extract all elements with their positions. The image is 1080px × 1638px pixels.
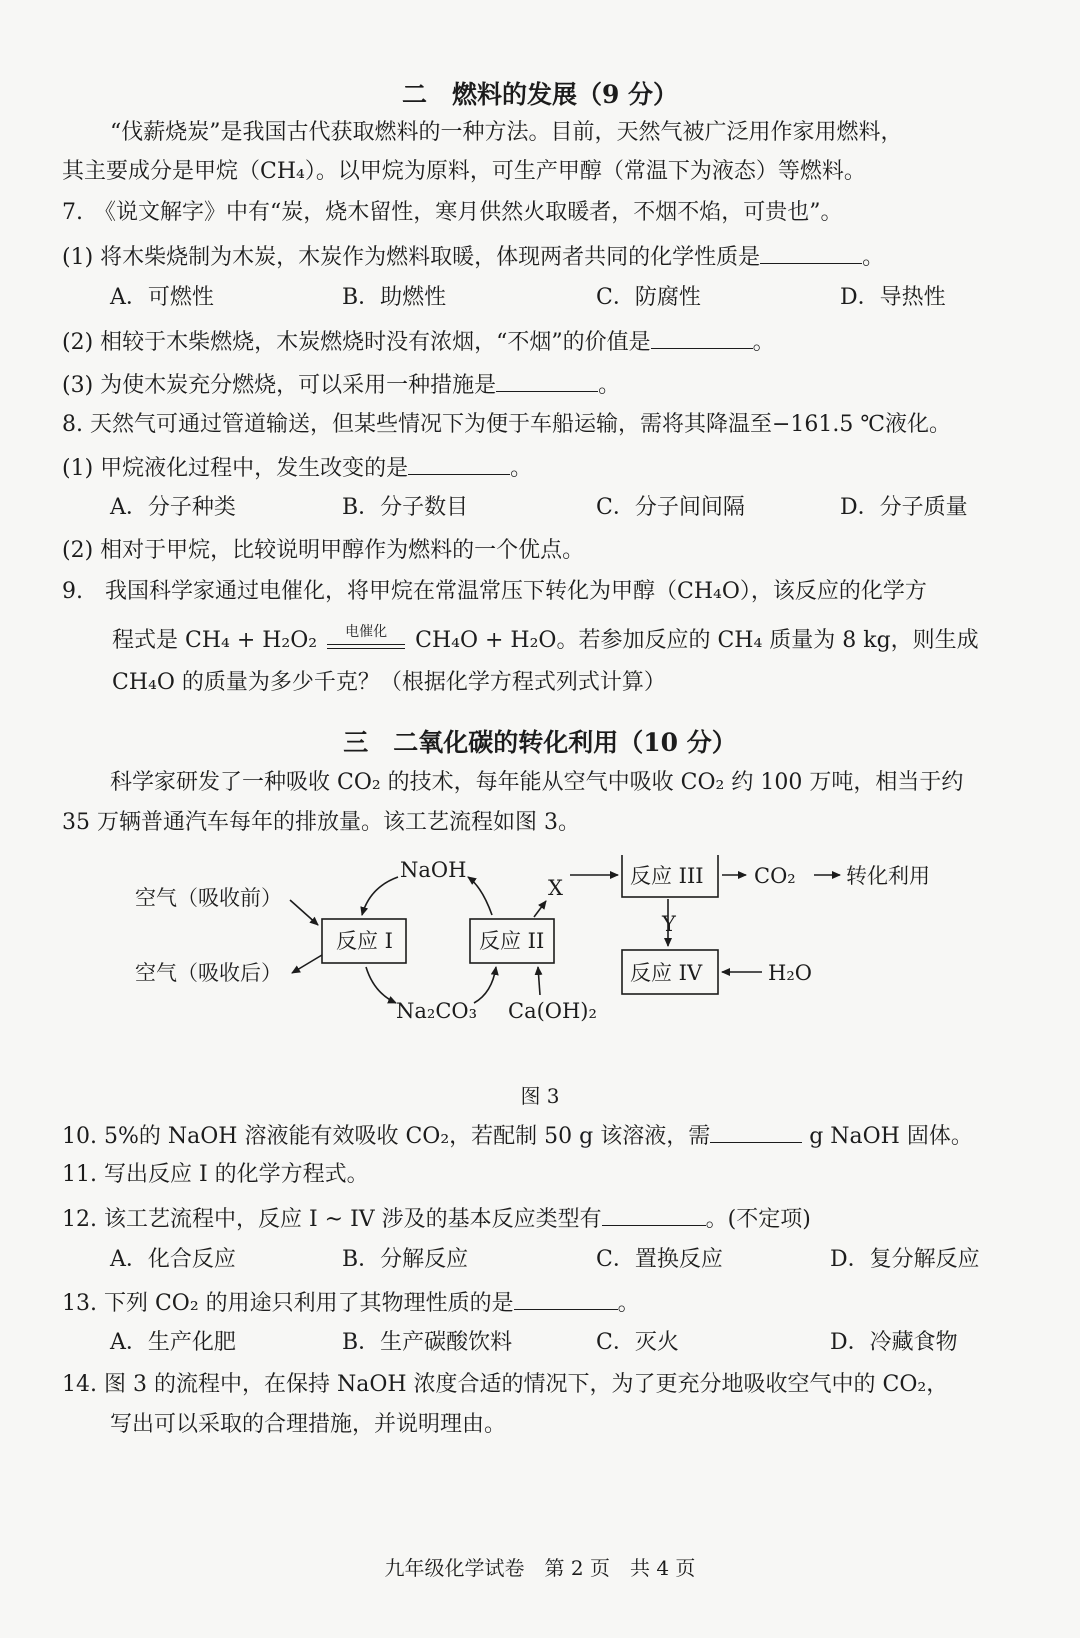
co2-label: CO₂ bbox=[754, 864, 796, 888]
q12-option-d[interactable]: D．复分解反应 bbox=[830, 1247, 980, 1272]
figure-caption: 图 3 bbox=[520, 1084, 560, 1108]
q13-option-a[interactable]: A．生产化肥 bbox=[110, 1330, 236, 1355]
q7-part-2-text: (2) 相较于木柴燃烧，木炭燃烧时没有浓烟，“不烟”的价值是 bbox=[62, 330, 651, 355]
q7-part-1-blank[interactable] bbox=[760, 241, 862, 264]
section-2-intro-line-2: 其主要成分是甲烷（CH₄）。以甲烷为原料，可生产甲醇（常温下为液态）等燃料。 bbox=[62, 159, 866, 184]
section-3-intro-line-1: 科学家研发了一种吸收 CO₂ 的技术，每年能从空气中吸收 CO₂ 约 100 万吨，相当于约 bbox=[110, 770, 964, 795]
air-after-label: 空气（吸收后） bbox=[135, 961, 282, 985]
section-2-intro-line-1: “伐薪烧炭”是我国古代获取燃料的一种方法。目前，天然气被广泛用作家用燃料， bbox=[110, 120, 903, 145]
na2co3-to-r2-arrow bbox=[474, 967, 496, 1003]
q14-line-1: 14. 图 3 的流程中，在保持 NaOH 浓度合适的情况下，为了更充分地吸收空气中的 CO₂， bbox=[62, 1372, 949, 1397]
q9-line-3: CH₄O 的质量为多少千克？（根据化学方程式列式计算） bbox=[112, 670, 666, 695]
q10-text-a: 10. 5%的 NaOH 溶液能有效吸收 CO₂，若配制 50 g 该溶液，需 bbox=[62, 1124, 711, 1149]
reaction-3-label: 反应 III bbox=[630, 864, 704, 888]
q8-part-1: (1) 甲烷液化过程中，发生改变的是 。 bbox=[62, 452, 1040, 484]
na2co3-label: Na₂CO₃ bbox=[396, 999, 478, 1023]
air-before-label: 空气（吸收前） bbox=[135, 886, 282, 910]
reaction-1-label: 反应 I bbox=[336, 929, 393, 953]
q8-option-d[interactable]: D．分子质量 bbox=[840, 495, 968, 520]
r2-to-naoh-arrow bbox=[468, 877, 492, 915]
q12-option-a[interactable]: A．化合反应 bbox=[110, 1247, 236, 1272]
q7-option-d[interactable]: D．导热性 bbox=[840, 285, 946, 310]
q9-reaction-arrow bbox=[323, 626, 409, 656]
q11: 11. 写出反应 I 的化学方程式。 bbox=[62, 1162, 369, 1187]
q13-option-c[interactable]: C．灭火 bbox=[596, 1330, 679, 1355]
caoh2-label: Ca(OH)₂ bbox=[508, 999, 597, 1023]
h2o-label: H₂O bbox=[768, 961, 812, 985]
use-label: 转化利用 bbox=[846, 864, 930, 888]
q9-line-1: 9. 我国科学家通过电催化，将甲烷在常温常压下转化为甲醇（CH₄O），该反应的化学方 bbox=[62, 579, 927, 604]
q13-blank[interactable] bbox=[514, 1287, 618, 1310]
q7-part-3-blank[interactable] bbox=[496, 369, 598, 392]
q8-option-a[interactable]: A．分子种类 bbox=[110, 495, 236, 520]
r1-to-na2co3-arrow bbox=[366, 967, 396, 1003]
q7-part-2-blank[interactable] bbox=[651, 326, 753, 349]
q8-option-c[interactable]: C．分子间间隔 bbox=[596, 495, 745, 520]
q7-option-b[interactable]: B．助燃性 bbox=[342, 285, 447, 310]
y-label: Y bbox=[662, 912, 676, 936]
section-3-title: 三 二氧化碳的转化利用（10 分） bbox=[343, 728, 737, 757]
q9-equation-line bbox=[112, 626, 979, 656]
naoh-label: NaOH bbox=[400, 858, 467, 882]
q7-part-3: (3) 为使木炭充分燃烧，可以采用一种措施是 。 bbox=[62, 369, 1040, 401]
q8-part-2: (2) 相对于甲烷，比较说明甲醇作为燃料的一个优点。 bbox=[62, 538, 585, 563]
page-footer: 九年级化学试卷 第 2 页 共 4 页 bbox=[384, 1556, 696, 1580]
q7-part-1-text: (1) 将木柴烧制为木炭，木炭作为燃料取暖，体现两者共同的化学性质是 bbox=[62, 245, 761, 270]
q13-option-b[interactable]: B．生产碳酸饮料 bbox=[342, 1330, 513, 1355]
q9-equation-left: 程式是 CH₄ + H₂O₂ bbox=[112, 628, 318, 653]
q12-text-a: 12. 该工艺流程中，反应 I ~ IV 涉及的基本反应类型有 bbox=[62, 1207, 602, 1232]
q7-part-2: (2) 相较于木柴燃烧，木炭燃烧时没有浓烟，“不烟”的价值是 。 bbox=[62, 326, 1040, 358]
q10-text-b: g NaOH 固体。 bbox=[809, 1124, 973, 1149]
q9-reaction-condition: 电催化 bbox=[345, 624, 388, 640]
section-3-intro-line-2: 35 万辆普通汽车每年的排放量。该工艺流程如图 3。 bbox=[62, 810, 580, 835]
q7-option-c[interactable]: C．防腐性 bbox=[596, 285, 701, 310]
q9-equation-right: CH₄O + H₂O。若参加反应的 CH₄ 质量为 8 kg，则生成 bbox=[415, 628, 979, 653]
q14-line-2: 写出可以采取的合理措施，并说明理由。 bbox=[110, 1412, 507, 1437]
q12-option-c[interactable]: C．置换反应 bbox=[596, 1247, 723, 1272]
reaction-2-label: 反应 II bbox=[479, 929, 545, 953]
q12-text-b: 。(不定项) bbox=[705, 1207, 811, 1232]
q8-part-1-text: (1) 甲烷液化过程中，发生改变的是 bbox=[62, 456, 409, 481]
q7-stem: 7. 《说文解字》中有“炭，烧木留性，寒月供然火取暖者，不烟不焰，可贵也”。 bbox=[62, 200, 843, 225]
q13: 13. 下列 CO₂ 的用途只利用了其物理性质的是 。 bbox=[62, 1287, 1040, 1319]
reaction-4-label: 反应 IV bbox=[630, 961, 703, 985]
caoh2-to-r2-arrow bbox=[538, 967, 540, 995]
air-in-arrow bbox=[290, 900, 318, 925]
q7-option-a[interactable]: A．可燃性 bbox=[110, 285, 214, 310]
process-flow-diagram bbox=[0, 855, 1080, 1065]
q8-stem: 8. 天然气可通过管道输送，但某些情况下为便于车船运输，需将其降温至−161.5 ℃液化。 bbox=[62, 412, 952, 437]
q13-text: 13. 下列 CO₂ 的用途只利用了其物理性质的是 bbox=[62, 1291, 514, 1316]
q8-option-b[interactable]: B．分子数目 bbox=[342, 495, 469, 520]
q7-part-3-text: (3) 为使木炭充分燃烧，可以采用一种措施是 bbox=[62, 373, 497, 398]
naoh-to-r1-arrow bbox=[362, 877, 398, 915]
air-out-arrow bbox=[292, 955, 322, 973]
q12 bbox=[62, 1203, 1040, 1235]
r2-to-x-arrow bbox=[534, 901, 546, 917]
q12-blank[interactable] bbox=[602, 1203, 706, 1226]
q12-option-b[interactable]: B．分解反应 bbox=[342, 1247, 469, 1272]
q8-part-1-blank[interactable] bbox=[408, 452, 510, 475]
q10 bbox=[62, 1120, 1040, 1152]
q10-blank[interactable] bbox=[710, 1120, 802, 1143]
x-label: X bbox=[548, 876, 563, 900]
section-2-title: 二 燃料的发展（9 分） bbox=[401, 80, 679, 109]
q7-part-1: (1) 将木柴烧制为木炭，木炭作为燃料取暖，体现两者共同的化学性质是 。 bbox=[62, 241, 1040, 273]
q13-option-d[interactable]: D．冷藏食物 bbox=[830, 1330, 958, 1355]
